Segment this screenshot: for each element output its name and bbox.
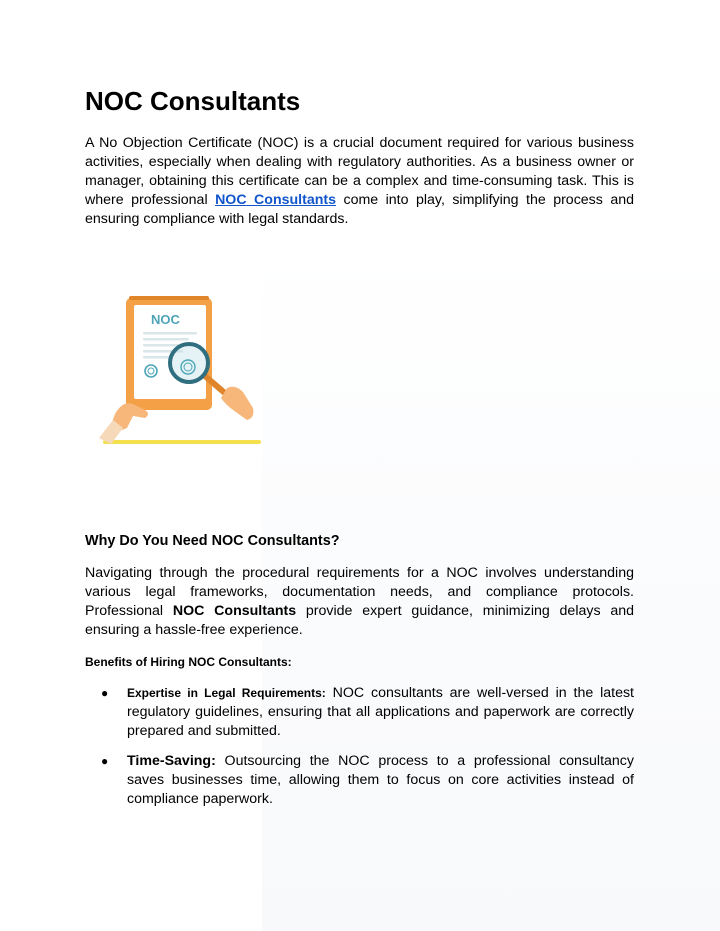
benefits-list bbox=[85, 684, 634, 820]
benefits-heading: Benefits of Hiring NOC Consultants: bbox=[85, 655, 292, 669]
section-heading: Why Do You Need NOC Consultants? bbox=[85, 533, 340, 549]
bullet-icon: ● bbox=[101, 686, 109, 700]
right-hand bbox=[221, 387, 253, 420]
intro-text-after: come into play, simplifying the process and ensuring compliance with legal standards. bbox=[85, 192, 635, 227]
benefit-text: NOC consultants are well-versed in the latest regulatory guidelines, ensuring that all applications and paperwork are correctly prepared and submitted. bbox=[127, 685, 634, 739]
intro-paragraph bbox=[85, 134, 634, 229]
benefit-text: Outsourcing the NOC process to a professional consultancy saves businesses time, allowing them to focus on core activities instead of compliance paperwork. bbox=[127, 753, 634, 807]
noc-label: NOC bbox=[151, 312, 180, 327]
section-bold-term: NOC Consultants bbox=[172, 603, 297, 619]
benefit-title: Time-Saving: bbox=[127, 753, 216, 769]
page-title: NOC Consultants bbox=[85, 86, 301, 116]
section-text-before: Navigating through the procedural requirements for a NOC involves understanding various legal frameworks, documentation needs, and compliance protocols. Professional bbox=[85, 565, 634, 619]
intro-text-before: A No Objection Certificate (NOC) is a crucial document required for various business activities, especially when dealing with regulatory authorities. As a business owner or manager, obtaining this certificate can be a complex and time-consuming task. This is where professional bbox=[85, 135, 634, 208]
bullet-icon: ● bbox=[101, 754, 109, 768]
clipboard-top bbox=[129, 296, 209, 300]
ground-line bbox=[103, 440, 261, 444]
section-text-after: provide expert guidance, minimizing delays and ensuring a hassle-free experience. bbox=[85, 603, 634, 638]
section-paragraph bbox=[85, 564, 634, 640]
noc-document-illustration bbox=[93, 288, 268, 453]
noc-consultants-link[interactable]: NOC Consultants bbox=[215, 192, 337, 208]
benefit-title: Expertise in Legal Requirements: bbox=[127, 686, 326, 700]
list-item bbox=[85, 752, 634, 809]
list-item bbox=[85, 684, 634, 741]
